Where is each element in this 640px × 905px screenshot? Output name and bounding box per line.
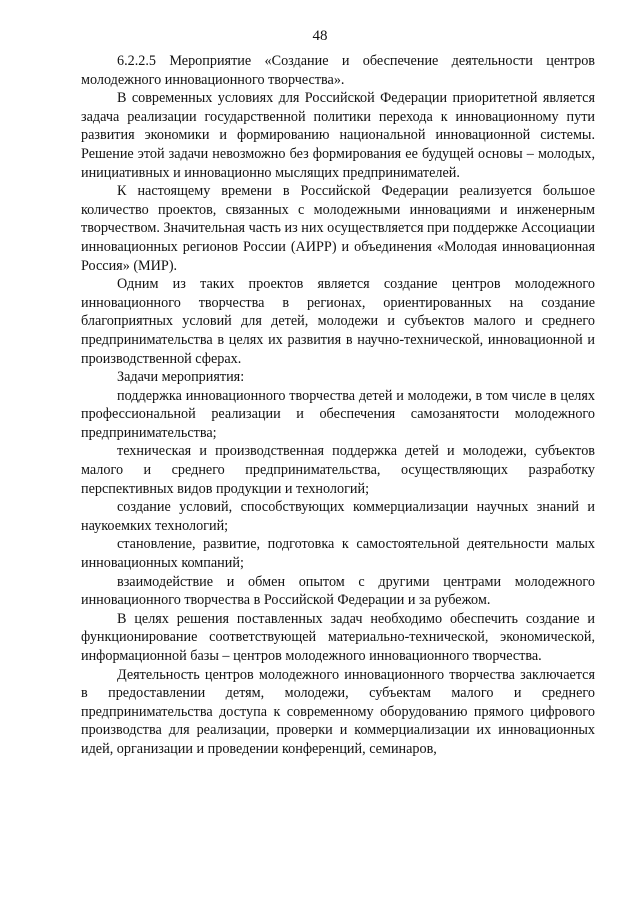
task-item: техническая и производственная поддержка детей и молодежи, субъектов малого и среднего предпринимательства, осуществляющих разработку перспективных видов продукции и технологий; <box>81 443 595 497</box>
page-number: 48 <box>312 28 328 44</box>
paragraph-centers: Одним из таких проектов является создание центров молодежного инновационного творчества в регионах, ориентированных на создание благоприятных условий для детей, молодежи и субъектов малого и среднего предпринимательства в целях их развития в научно-технической, инновационной и производственной сферах. <box>81 276 595 367</box>
task-item: поддержка инновационного творчества детей и молодежи, в том числе в целях профессиональной реализации и обеспечения самозанятости молодежного предпринимательства; <box>81 387 595 441</box>
task-item: становление, развитие, подготовка к самостоятельной деятельности малых инновационных компаний; <box>81 536 595 572</box>
paragraph-activity: Деятельность центров молодежного инновационного творчества заключается в предоставлении детям, молодежи, субъектам малого и среднего предпринимательства доступа к современному оборудованию прямого цифрового производства для реализации, проверки и коммерциализации их инновационных идей, организации и проведении конференций, семинаров, <box>81 666 595 757</box>
section-heading: 6.2.2.5 Мероприятие «Создание и обеспечение деятельности центров молодежного инновационного творчества». <box>81 53 595 88</box>
task-item: взаимодействие и обмен опытом с другими центрами молодежного инновационного творчества в Российской Федерации и за рубежом. <box>81 573 595 609</box>
page-body <box>81 52 595 759</box>
paragraph-projects: К настоящему времени в Российской Федерации реализуется большое количество проектов, связанных с молодежными инновациями и инженерным творчеством. Значительная часть из них осуществляется при поддержке Ассоциации инновационных регионов России (АИРР) и объединения «Молодая инновационная Россия» (МИР). <box>81 183 595 274</box>
paragraph-intro: В современных условиях для Российской Федерации приоритетной является задача реализации государственной политики перехода к инновационному пути развития экономики и формированию национальной инновационной системы. Решение этой задачи невозможно без формирования ее будущей основы – молодых, инициативных и инновационно мыслящих предпринимателей. <box>81 90 595 181</box>
paragraph-solutions: В целях решения поставленных задач необходимо обеспечить создание и функционирование соответствующей материально-технической, экономической, информационной базы – центров молодежного инновационного творчества. <box>81 610 595 664</box>
tasks-heading: Задачи мероприятия: <box>117 369 245 386</box>
task-item: создание условий, способствующих коммерциализации научных знаний и наукоемких технологий; <box>81 499 595 534</box>
